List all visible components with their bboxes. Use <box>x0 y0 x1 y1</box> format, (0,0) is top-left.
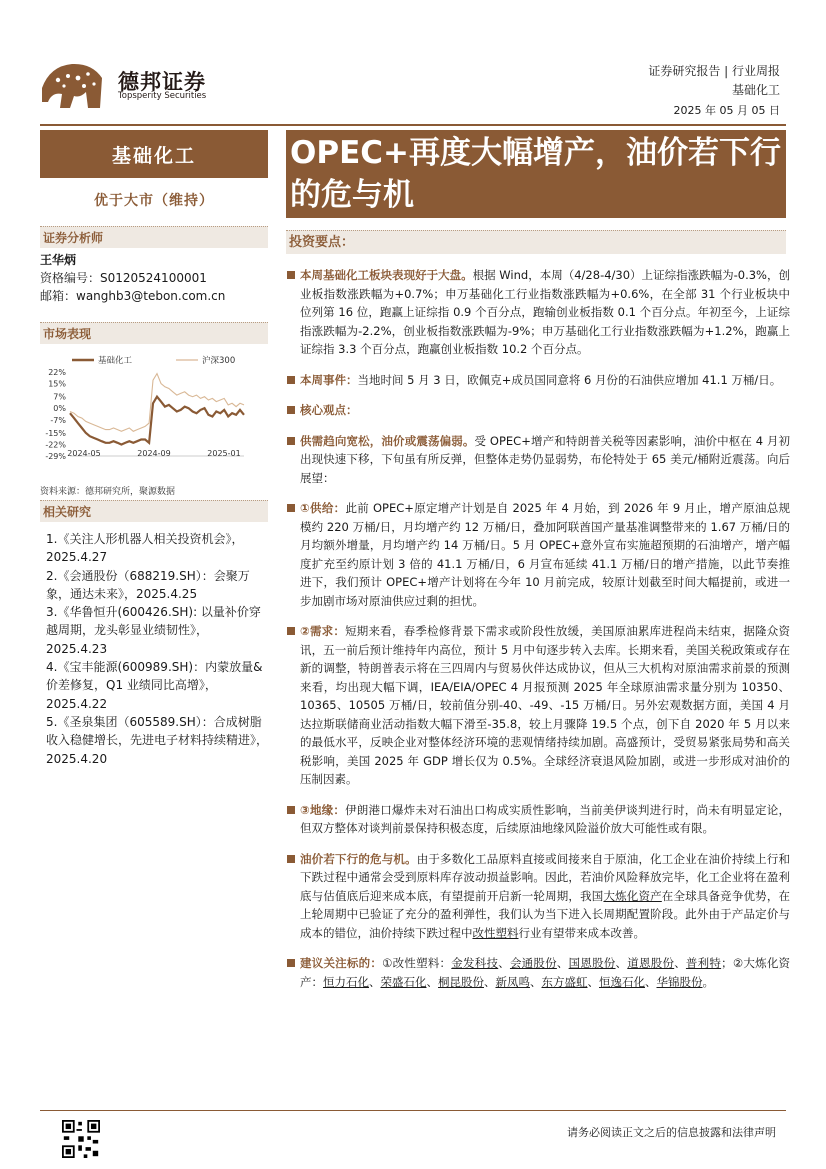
related-item[interactable]: 1.《关注人形机器人相关投资机会》，2025.4.27 <box>46 532 244 565</box>
separator: 、 <box>426 974 438 989</box>
legal-disclaimer: 请务必阅读正文之后的信息披露和法律声明 <box>567 1126 776 1139</box>
stock-link[interactable]: 荣盛石化 <box>380 974 427 989</box>
series-line <box>70 397 244 445</box>
paragraph-text: 当地时间 5 月 3 日，欧佩克+成员国同意将 6 月份的石油供应增加 41.1 万桶/日。 <box>357 372 782 387</box>
paragraph-text: 伊朗港口爆炸未对石油出口构成实质性影响，当前美伊谈判进行时，尚未有明显定论，但双方整体对谈判前景保持积极态度，后续原油地缘风险溢价放大可能性或有限。 <box>300 802 790 835</box>
separator: 。 <box>702 974 714 989</box>
modified-plastics-link[interactable]: 改性塑料 <box>472 925 519 940</box>
stock-list-plastics <box>451 956 721 970</box>
related-item[interactable]: 4.《宝丰能源(600989.SH)：内蒙放量&价差修复，Q1 业绩同比高增》，2025.4.22 <box>46 660 263 711</box>
paragraph-text: 受 OPEC+增产和特朗普关税等因素影响，油价中枢在 4 月初出现快速下移，下旬虽有所反弹，但整体走势仍显弱势，布伦特处于 65 美元/桶附近震荡。向后展望： <box>300 433 791 485</box>
bullet-icon <box>287 959 295 967</box>
stock-link[interactable]: 国恩股份 <box>568 956 616 970</box>
separator: 、 <box>484 974 496 989</box>
paragraph-lead: 本周基础化工板块表现好于大盘。 <box>300 268 473 282</box>
x-tick-label: 2024-05 <box>67 449 101 458</box>
paragraph-lead: 建议关注标的： <box>300 956 383 970</box>
separator: 、 <box>369 974 381 989</box>
y-tick-label: -7% <box>50 415 66 425</box>
separator: ； <box>721 956 733 970</box>
paragraph-lead: 油价若下行的危与机。 <box>300 851 417 866</box>
stock-link[interactable]: 道恩股份 <box>627 956 675 970</box>
stock-link[interactable]: 华锦股份 <box>656 974 703 989</box>
stock-link[interactable]: 东方盛虹 <box>541 974 588 989</box>
brand-name-en: Topsperity Securities <box>118 91 207 101</box>
series-line <box>70 374 244 432</box>
sector-label: 基础化工 <box>40 130 268 178</box>
stock-link[interactable]: 会通股份 <box>509 956 557 970</box>
separator: 、 <box>556 956 569 970</box>
related-item[interactable]: 3.《华鲁恒升(600426.SH): 以量补价穿越周期，龙头彰显业绩韧性》，2025.4.23 <box>46 605 261 656</box>
paragraph-weekly-performance <box>286 266 790 359</box>
separator: 、 <box>674 956 686 970</box>
stock-link[interactable]: 金发科技 <box>451 956 499 970</box>
paragraph-text: 在全球具备竞争优势，在上轮周期中已验证了充分的盈利弹性，我们认为当下进入长周期配置阶段。此外由于产品定价与成本的错位，油价持续下跌过程中 <box>300 888 791 940</box>
paragraph-text: 此前 OPEC+原定增产计划是自 2025 年 4 月始，到 2026 年 9 月止，增产原油总规模约 220 万桶/日，月均增产约 12 万桶/日，叠加阿联酋国产量基准调整带来的 1.67 万桶/日的月均额外增量，月均增产约 14 万桶/日。5 月 OPEC+意外宣布实施超预期的石油增产，增产幅度扩充至约原计划 3 倍的 41.1 万桶/日，6 月宣布延续 41.1 万桶/日的增产措施，以此节奏推进下，我们预计 OPEC+增产计划将在今年 10 月前完成，较原计划截至时间大幅提前，或进一步加剧市场对原油供应过剩的担忧。 <box>300 501 790 608</box>
bullet-icon <box>287 271 295 279</box>
separator: 、 <box>645 974 657 989</box>
paragraph-recommendations <box>286 954 790 991</box>
bullet-icon <box>287 806 295 814</box>
y-tick-label: 0% <box>53 404 66 414</box>
paragraph-text: 短期来看，春季检修背景下需求或阶段性放缓，美国原油累库进程尚未结束，据隆众资讯，五一前后预计维持年内高位，预计 5 月中旬逐步转入去库。长期来看，美国关税政策或存在新的调整，特朗普表示将在三四周内与贸易伙伴达成协议，但从三大机构对原油需求前景的预测来看，均出现大幅下调，IEA/EIA/OPEC 4 月报预测 2025 年全球原油需求量分别为 10350、10365、10505 万桶/日，较前值分别-40、-49、-15 万桶/日。另外宏观数据方面，美国 4 月达拉斯联储商业活动指数大幅下滑至-35.8，较上月骤降 19.5 个点，创下自 2020 年 5 月以来的最低水平，反映企业对整体经济环境的悲观情绪持续加剧。高盛预计，受贸易紧张局势和高关税影响，美国 2025 年 GDP 增长仅为 0.5%。全球经济衰退风险加剧，或进一步形成对油价的压制因素。 <box>300 624 790 786</box>
footer-divider <box>40 1110 786 1111</box>
bullet-icon <box>287 504 295 512</box>
separator: 、 <box>530 974 542 989</box>
y-tick-label: -15% <box>45 428 66 438</box>
paragraph-lead: ②需求： <box>300 624 346 638</box>
paragraph-lead: ③地缘： <box>300 802 346 817</box>
brand-name: 德邦证券 <box>118 70 206 94</box>
separator: 、 <box>498 956 510 970</box>
paragraph-text: 根据 Wind，本周（4/28-4/30）上证综指涨跌幅为-0.3%，创业板指数涨跌幅为+0.7%；申万基础化工行业指数涨跌幅为+0.6%，在全部 31 个行业板块中位列第 16 位，跑赢上证综指 0.9 个百分点，跑输创业板指数 0.1 个百分点。年初至今，上证综指涨跌幅为-2.2%，创业板指数涨跌幅为-9%；申万基础化工行业指数涨跌幅为+1.2%，跑赢上证综指 3.3 个百分点，跑赢创业板指数 10.2 个百分点。 <box>300 268 790 356</box>
refining-assets-link[interactable]: 大炼化资产 <box>603 888 662 903</box>
x-tick-label: 2025-01 <box>207 449 241 458</box>
paragraph-supply-demand <box>286 432 790 488</box>
bullet-icon <box>287 376 295 384</box>
y-tick-label: 7% <box>53 392 66 402</box>
analyst-email: 邮箱：wanghb3@tebon.com.cn <box>40 289 226 303</box>
brand-logo-icon <box>40 58 104 110</box>
paragraph-core-views <box>286 401 790 420</box>
bullet-icon <box>287 406 295 414</box>
bullet-icon <box>287 437 295 445</box>
paragraph-weekly-event <box>286 371 790 390</box>
related-research-list <box>46 530 268 768</box>
chart-source: 资料来源：德邦研究所，聚源数据 <box>40 487 176 497</box>
paragraph-risk-opportunity <box>286 850 790 943</box>
paragraph-geopolitics <box>286 801 790 838</box>
stock-link[interactable]: 新凤鸣 <box>495 974 530 989</box>
group-label: ②大炼化资产： <box>300 956 791 989</box>
sector-tag: 基础化工 <box>731 83 780 97</box>
y-tick-label: -29% <box>45 452 66 461</box>
analyst-section-head: 证券分析师 <box>40 226 268 248</box>
paragraph-lead: 核心观点： <box>300 403 358 417</box>
report-date: 2025 年 05 月 05 日 <box>673 104 780 117</box>
stock-link[interactable]: 普利特 <box>685 956 722 970</box>
analyst-name: 王华炳 <box>40 253 77 267</box>
paragraph-text: 由于多数化工品原料直接或间接来自于原油，化工企业在油价持续上行和下跌过程中通常会受到原料库存波动损益影响。因此，若油价风险释放完毕，化工企业将在盈利底与估值底后迎来成本底，有望提前开启新一轮周期，我国 <box>300 851 791 903</box>
report-meta <box>648 62 780 100</box>
bullet-icon <box>287 627 295 635</box>
bullet-icon <box>287 855 295 863</box>
stock-link[interactable]: 恒力石化 <box>323 974 369 989</box>
legend-label: 沪深300 <box>202 356 236 366</box>
main-content <box>286 266 790 1003</box>
stock-link[interactable]: 恒逸石化 <box>599 974 645 989</box>
market-performance-chart <box>40 352 268 462</box>
y-tick-label: -22% <box>45 440 66 450</box>
paragraph-lead: ①供给： <box>300 501 346 515</box>
y-tick-label: 22% <box>48 368 66 377</box>
paragraph-text: 行业有望带来成本改善。 <box>518 925 645 940</box>
analyst-license: 资格编号：S0120524100001 <box>40 271 207 285</box>
stock-link[interactable]: 桐昆股份 <box>438 974 484 989</box>
qr-code-icon <box>62 1120 100 1158</box>
paragraph-demand <box>286 622 790 789</box>
group-label: ①改性塑料： <box>382 956 452 970</box>
report-type: 证券研究报告 | 行业周报 <box>648 64 780 78</box>
related-section-head: 相关研究 <box>40 500 268 522</box>
market-section-head: 市场表现 <box>40 322 268 344</box>
report-title: OPEC+再度大幅增产，油价若下行的危与机 <box>286 130 786 218</box>
y-tick-label: 15% <box>48 379 66 389</box>
separator: 、 <box>615 956 628 970</box>
related-item[interactable]: 2.《会通股份（688219.SH）：会聚万象，通达未来》，2025.4.25 <box>46 568 250 601</box>
separator: 、 <box>587 974 599 989</box>
rating-label: 优于大市（维持） <box>94 193 214 209</box>
related-item[interactable]: 5.《圣泉集团（605589.SH）：合成树脂收入稳健增长，先进电子材料持续精进》，2025.4.20 <box>46 714 269 766</box>
paragraph-lead: 本周事件： <box>300 372 358 387</box>
legend-label: 基础化工 <box>98 356 133 366</box>
key-points-head: 投资要点： <box>286 230 786 254</box>
paragraph-lead: 供需趋向宽松，油价或震荡偏弱。 <box>300 433 475 448</box>
header-divider <box>40 124 786 126</box>
paragraph-supply <box>286 499 790 610</box>
stock-list-refining <box>323 975 703 989</box>
x-tick-label: 2024-09 <box>137 449 171 458</box>
